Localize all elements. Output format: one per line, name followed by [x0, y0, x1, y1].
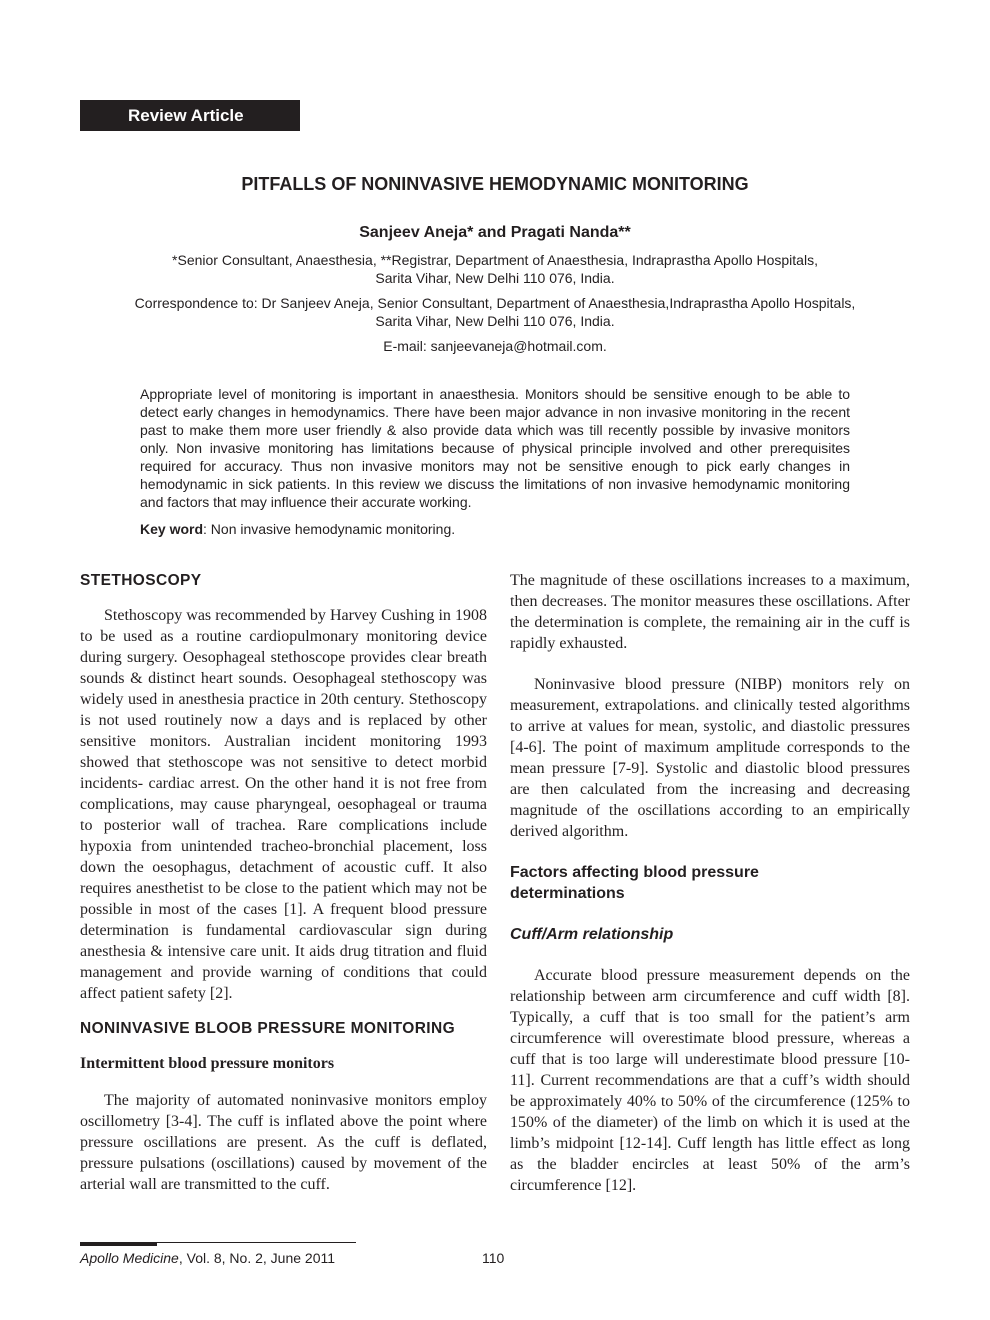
keyword-label: Key word: [140, 521, 204, 537]
journal-name: Apollo Medicine: [80, 1250, 179, 1266]
abstract: Appropriate level of monitoring is important in anaesthesia. Monitors should be sensitive enough to be able to detect early changes in hemodynamics. There have been major advance in non invasive monitoring in the recent past to make them more user friendly & also provide data which was till recently possible by invasive monitors only. Non invasive monitoring has limitations because of physical principle involved and other prerequisites required for accuracy. Thus non invasive monitors may not be sensitive enough to pick early changes in hemodynamic in sick patients. In this review we discuss the limitations of non invasive hemodynamic monitoring and factors that may influence their accurate working.: [140, 386, 850, 510]
heading-line: determinations: [510, 885, 625, 902]
left-column: [80, 570, 487, 1195]
paragraph: Noninvasive blood pressure (NIBP) monitors rely on measurement, extrapolations. and clinically tested algorithms to arrive at values for mean, systolic, and diastolic pressures [4-6]. The point of maximum amplitude corresponds to the mean pressure [7-9]. Systolic and diastolic blood pressures are then calculated from the increasing and decreasing magnitude of the oscillations according to an empirically derived algorithm.: [510, 676, 910, 840]
email: E-mail: sanjeevaneja@hotmail.com.: [383, 338, 607, 354]
section-heading-factors: [510, 862, 910, 904]
article-title: PITFALLS OF NONINVASIVE HEMODYNAMIC MONITORING: [241, 174, 749, 194]
section-heading-nibp: NONINVASIVE BLOOB PRESSURE MONITORING: [80, 1020, 456, 1037]
correspondence: [60, 294, 930, 330]
keywords: [140, 520, 850, 538]
heading-line: Factors affecting blood pressure: [510, 864, 759, 881]
paragraph: Accurate blood pressure measurement depends on the relationship between arm circumference and cuff width [8]. Typically, a cuff that is too small for the patient’s arm circumference will overestimate blood pressure, whereas a cuff that is too large will underestimate blood pressure [10-11]. Current recommendations are that a cuff’s width should be approximately 40% to 50% of the circumference (125% to 150% of the diameter) of the limb on which it is used at the limb’s midpoint [12-14]. Cuff length has little effect as long as the bladder encircles at least 50% of the arm’s circumference [12].: [510, 967, 910, 1194]
paragraph: The majority of automated noninvasive monitors employ oscillometry [3-4]. The cuff is inflated above the point where pressure oscillations are present. As the cuff is deflated, pressure pulsations (oscillations) caused by movement of the arterial wall are transmitted to the cuff.: [80, 1092, 487, 1193]
paragraph: Stethoscopy was recommended by Harvey Cushing in 1908 to be used as a routine cardiopulmonary monitoring device during surgery. Oesophageal stethoscope provides clear breath sounds & distinct heart sounds. Oesophageal stethoscopy was widely used in anesthesia practice in 20th century. Stethoscopy is not used routinely now a days and is replaced by other sensitive monitors. Australian incident monitoring 1993 showed that stethoscope was not sensitive to detect morbid incidents- cardiac arrest. On the other hand it is not free from complications, may cause pharyngeal, oesophageal or trauma to posterior wall of trachea. Rare complications include hypoxia from unintended tracheo-bronchial placement, loss down the oesophagus, detachment of acoustic cuff. It also requires anesthetist to be close to the patient which may not be possible in most of the cases [1]. A frequent blood pressure determination is fundamental cardiovascular sign during anesthesia & intensive care unit. It aids drug titration and fluid management and provide warning of conditions that could affect patient safety [2].: [80, 607, 487, 1002]
section-heading-stethoscopy: STETHOSCOPY: [80, 572, 202, 589]
correspondence-line: Sarita Vihar, New Delhi 110 076, India.: [375, 313, 615, 329]
journal-details: , Vol. 8, No. 2, June 2011: [178, 1250, 336, 1266]
affiliation-line: *Senior Consultant, Anaesthesia, **Registrar, Department of Anaesthesia, Indraprastha Apollo Hospitals,: [172, 252, 818, 268]
page-number: 110: [482, 1250, 505, 1266]
paragraph: The magnitude of these oscillations increases to a maximum, then decreases. The monitor measures these oscillations. After the determination is complete, the remaining air in the cuff is rapidly exhausted.: [510, 572, 910, 652]
affiliation-line: Sarita Vihar, New Delhi 110 076, India.: [375, 270, 615, 286]
subheading-cuff-arm: Cuff/Arm relationship: [510, 926, 674, 943]
subheading-intermittent: Intermittent blood pressure monitors: [80, 1055, 335, 1072]
footer-citation: [80, 1250, 335, 1266]
article-authors: Sanjeev Aneja* and Pragati Nanda**: [359, 224, 631, 241]
right-column: [510, 570, 910, 1196]
correspondence-line: Correspondence to: Dr Sanjeev Aneja, Senior Consultant, Department of Anaesthesia,Indraprastha Apollo Hospitals,: [134, 295, 856, 311]
footer-rule: [80, 1242, 356, 1246]
keyword-text: : Non invasive hemodynamic monitoring.: [203, 521, 456, 537]
affiliation: [60, 251, 930, 287]
article-type-badge: Review Article: [80, 100, 300, 131]
